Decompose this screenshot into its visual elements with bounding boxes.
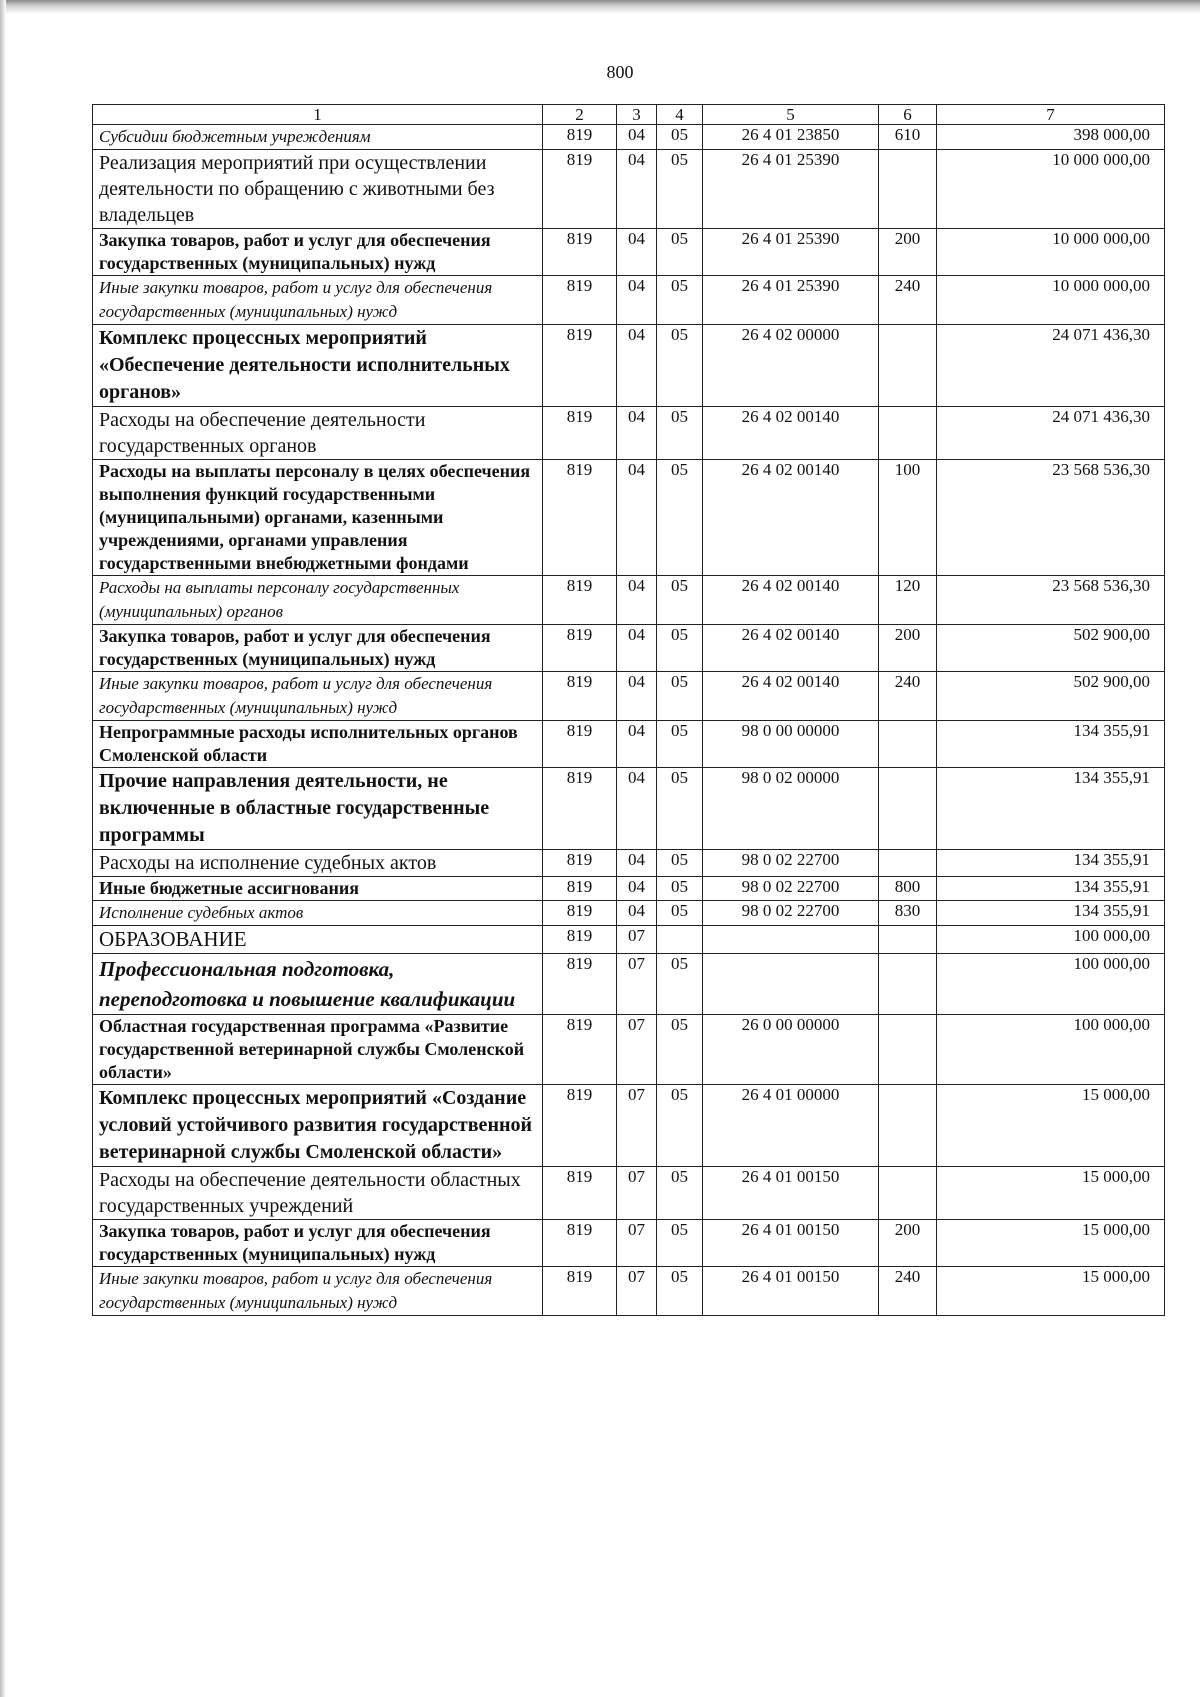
row-expense-type-cell: [879, 150, 937, 229]
row-target-article-cell: 98 0 02 22700: [703, 877, 879, 901]
row-subsection-code-cell: 05: [657, 460, 703, 576]
row-target-article-cell: 26 4 01 23850: [703, 125, 879, 150]
row-expense-type-cell: 200: [879, 229, 937, 276]
row-name-cell: Иные закупки товаров, работ и услуг для обеспечения государственных (муниципальных) нужд: [93, 1267, 543, 1316]
row-section-code-cell: 04: [617, 407, 657, 460]
row-expense-type-cell: [879, 1167, 937, 1220]
row-section-code-cell: 04: [617, 150, 657, 229]
row-amount-cell: 398 000,00: [937, 125, 1165, 150]
row-ministry-code-cell: 819: [543, 1220, 617, 1267]
row-section-code-cell: 07: [617, 926, 657, 954]
row-ministry-code-cell: 819: [543, 721, 617, 768]
row-name-cell: Расходы на обеспечение деятельности областных государственных учреждений: [93, 1167, 543, 1220]
row-name-cell: ОБРАЗОВАНИЕ: [93, 926, 543, 954]
row-ministry-code-cell: 819: [543, 150, 617, 229]
table-row: [93, 768, 1165, 850]
table-row: [93, 954, 1165, 1015]
row-ministry-code-cell: 819: [543, 850, 617, 877]
row-ministry-code-cell: 819: [543, 768, 617, 850]
header-cell-1: 1: [93, 105, 543, 125]
header-cell-4: 4: [657, 105, 703, 125]
row-subsection-code-cell: 05: [657, 276, 703, 325]
row-name-cell: Иные закупки товаров, работ и услуг для обеспечения государственных (муниципальных) нужд: [93, 276, 543, 325]
row-section-code-cell: 04: [617, 672, 657, 721]
row-amount-cell: 134 355,91: [937, 877, 1165, 901]
row-amount-cell: 23 568 536,30: [937, 576, 1165, 625]
row-expense-type-cell: 240: [879, 276, 937, 325]
row-expense-type-cell: 830: [879, 901, 937, 926]
row-name-cell: Субсидии бюджетным учреждениям: [93, 125, 543, 150]
row-expense-type-cell: 200: [879, 1220, 937, 1267]
row-name-cell: Профессиональная подготовка, переподготовка и повышение квалификации: [93, 954, 543, 1015]
row-amount-cell: 100 000,00: [937, 954, 1165, 1015]
row-ministry-code-cell: 819: [543, 926, 617, 954]
row-expense-type-cell: [879, 1015, 937, 1085]
row-subsection-code-cell: 05: [657, 1220, 703, 1267]
row-ministry-code-cell: 819: [543, 1085, 617, 1167]
row-amount-cell: 100 000,00: [937, 1015, 1165, 1085]
row-name-cell: Закупка товаров, работ и услуг для обеспечения государственных (муниципальных) нужд: [93, 229, 543, 276]
table-row: [93, 325, 1165, 407]
row-ministry-code-cell: 819: [543, 954, 617, 1015]
header-cell-2: 2: [543, 105, 617, 125]
row-ministry-code-cell: 819: [543, 325, 617, 407]
row-ministry-code-cell: 819: [543, 1167, 617, 1220]
table-row: [93, 1167, 1165, 1220]
row-section-code-cell: 04: [617, 576, 657, 625]
table-header-row: [93, 105, 1165, 125]
row-section-code-cell: 07: [617, 1085, 657, 1167]
row-amount-cell: 15 000,00: [937, 1220, 1165, 1267]
row-target-article-cell: 26 4 02 00140: [703, 407, 879, 460]
row-section-code-cell: 07: [617, 1015, 657, 1085]
row-expense-type-cell: 240: [879, 672, 937, 721]
row-section-code-cell: 04: [617, 229, 657, 276]
row-target-article-cell: 26 4 02 00140: [703, 576, 879, 625]
table-row: [93, 150, 1165, 229]
header-cell-6: 6: [879, 105, 937, 125]
row-section-code-cell: 04: [617, 276, 657, 325]
row-ministry-code-cell: 819: [543, 229, 617, 276]
row-amount-cell: 134 355,91: [937, 768, 1165, 850]
row-target-article-cell: 98 0 02 22700: [703, 850, 879, 877]
row-subsection-code-cell: 05: [657, 850, 703, 877]
row-target-article-cell: [703, 926, 879, 954]
row-name-cell: Расходы на исполнение судебных актов: [93, 850, 543, 877]
table-row: [93, 1015, 1165, 1085]
table-row: [93, 1220, 1165, 1267]
row-expense-type-cell: [879, 325, 937, 407]
row-section-code-cell: 04: [617, 901, 657, 926]
row-expense-type-cell: [879, 926, 937, 954]
row-target-article-cell: 26 4 01 00150: [703, 1267, 879, 1316]
row-target-article-cell: 26 4 01 00000: [703, 1085, 879, 1167]
row-expense-type-cell: 120: [879, 576, 937, 625]
row-ministry-code-cell: 819: [543, 1015, 617, 1085]
table-row: [93, 576, 1165, 625]
table-row: [93, 877, 1165, 901]
row-amount-cell: 15 000,00: [937, 1167, 1165, 1220]
table-row: [93, 850, 1165, 877]
row-subsection-code-cell: 05: [657, 576, 703, 625]
row-target-article-cell: [703, 954, 879, 1015]
row-expense-type-cell: 100: [879, 460, 937, 576]
table-row: [93, 125, 1165, 150]
row-section-code-cell: 04: [617, 721, 657, 768]
row-name-cell: Комплекс процессных мероприятий «Обеспечение деятельности исполнительных органов»: [93, 325, 543, 407]
row-expense-type-cell: [879, 407, 937, 460]
row-name-cell: Прочие направления деятельности, не включенные в областные государственные программы: [93, 768, 543, 850]
row-section-code-cell: 04: [617, 768, 657, 850]
row-target-article-cell: 26 4 01 00150: [703, 1167, 879, 1220]
row-section-code-cell: 04: [617, 850, 657, 877]
row-target-article-cell: 26 4 01 25390: [703, 229, 879, 276]
row-expense-type-cell: 610: [879, 125, 937, 150]
table-row: [93, 625, 1165, 672]
row-ministry-code-cell: 819: [543, 877, 617, 901]
row-ministry-code-cell: 819: [543, 407, 617, 460]
row-name-cell: Расходы на обеспечение деятельности государственных органов: [93, 407, 543, 460]
row-subsection-code-cell: 05: [657, 125, 703, 150]
table-row: [93, 721, 1165, 768]
row-target-article-cell: 26 4 01 25390: [703, 276, 879, 325]
row-amount-cell: 100 000,00: [937, 926, 1165, 954]
row-name-cell: Расходы на выплаты персоналу в целях обеспечения выполнения функций государственными (муниципальными) органами, казенными учреждениями, органами управления государственными внебюджетными фондами: [93, 460, 543, 576]
row-name-cell: Областная государственная программа «Развитие государственной ветеринарной службы Смоленской области»: [93, 1015, 543, 1085]
row-ministry-code-cell: 819: [543, 672, 617, 721]
header-cell-7: 7: [937, 105, 1165, 125]
row-expense-type-cell: 800: [879, 877, 937, 901]
row-subsection-code-cell: 05: [657, 768, 703, 850]
row-amount-cell: 502 900,00: [937, 625, 1165, 672]
table-row: [93, 407, 1165, 460]
row-name-cell: Расходы на выплаты персоналу государственных (муниципальных) органов: [93, 576, 543, 625]
row-name-cell: Комплекс процессных мероприятий «Создание условий устойчивого развития государственной ветеринарной службы Смоленской области»: [93, 1085, 543, 1167]
row-amount-cell: 10 000 000,00: [937, 229, 1165, 276]
row-section-code-cell: 07: [617, 954, 657, 1015]
row-ministry-code-cell: 819: [543, 625, 617, 672]
row-name-cell: Закупка товаров, работ и услуг для обеспечения государственных (муниципальных) нужд: [93, 625, 543, 672]
row-section-code-cell: 04: [617, 625, 657, 672]
row-expense-type-cell: 240: [879, 1267, 937, 1316]
table-row: [93, 926, 1165, 954]
table-row: [93, 672, 1165, 721]
row-subsection-code-cell: 05: [657, 721, 703, 768]
row-subsection-code-cell: 05: [657, 1085, 703, 1167]
row-amount-cell: 24 071 436,30: [937, 325, 1165, 407]
row-name-cell: Закупка товаров, работ и услуг для обеспечения государственных (муниципальных) нужд: [93, 1220, 543, 1267]
row-ministry-code-cell: 819: [543, 576, 617, 625]
row-target-article-cell: 26 4 02 00140: [703, 460, 879, 576]
row-section-code-cell: 04: [617, 877, 657, 901]
row-amount-cell: 23 568 536,30: [937, 460, 1165, 576]
header-cell-5: 5: [703, 105, 879, 125]
row-expense-type-cell: [879, 850, 937, 877]
row-amount-cell: 502 900,00: [937, 672, 1165, 721]
table-row: [93, 901, 1165, 926]
row-expense-type-cell: [879, 721, 937, 768]
row-subsection-code-cell: 05: [657, 877, 703, 901]
row-name-cell: Непрограммные расходы исполнительных органов Смоленской области: [93, 721, 543, 768]
row-ministry-code-cell: 819: [543, 460, 617, 576]
row-target-article-cell: 98 0 02 00000: [703, 768, 879, 850]
row-section-code-cell: 04: [617, 460, 657, 576]
row-amount-cell: 15 000,00: [937, 1085, 1165, 1167]
row-subsection-code-cell: 05: [657, 954, 703, 1015]
page-number: 800: [606, 62, 634, 82]
row-section-code-cell: 07: [617, 1267, 657, 1316]
row-ministry-code-cell: 819: [543, 276, 617, 325]
row-section-code-cell: 07: [617, 1167, 657, 1220]
header-cell-3: 3: [617, 105, 657, 125]
row-target-article-cell: 26 0 00 00000: [703, 1015, 879, 1085]
row-expense-type-cell: [879, 954, 937, 1015]
row-target-article-cell: 26 4 01 25390: [703, 150, 879, 229]
row-subsection-code-cell: 05: [657, 407, 703, 460]
table-row: [93, 229, 1165, 276]
row-name-cell: Иные закупки товаров, работ и услуг для обеспечения государственных (муниципальных) нужд: [93, 672, 543, 721]
row-target-article-cell: 98 0 00 00000: [703, 721, 879, 768]
row-subsection-code-cell: 05: [657, 325, 703, 407]
row-subsection-code-cell: 05: [657, 672, 703, 721]
row-section-code-cell: 04: [617, 125, 657, 150]
row-subsection-code-cell: 05: [657, 1267, 703, 1316]
budget-table: [92, 104, 1165, 1316]
row-expense-type-cell: [879, 1085, 937, 1167]
row-expense-type-cell: [879, 768, 937, 850]
row-amount-cell: 15 000,00: [937, 1267, 1165, 1316]
row-amount-cell: 134 355,91: [937, 901, 1165, 926]
row-subsection-code-cell: 05: [657, 229, 703, 276]
row-amount-cell: 134 355,91: [937, 850, 1165, 877]
row-target-article-cell: 26 4 01 00150: [703, 1220, 879, 1267]
row-subsection-code-cell: 05: [657, 150, 703, 229]
row-subsection-code-cell: [657, 926, 703, 954]
row-name-cell: Иные бюджетные ассигнования: [93, 877, 543, 901]
row-target-article-cell: 26 4 02 00000: [703, 325, 879, 407]
table-row: [93, 1267, 1165, 1316]
row-subsection-code-cell: 05: [657, 1015, 703, 1085]
table-row: [93, 1085, 1165, 1167]
row-subsection-code-cell: 05: [657, 1167, 703, 1220]
row-target-article-cell: 98 0 02 22700: [703, 901, 879, 926]
row-target-article-cell: 26 4 02 00140: [703, 672, 879, 721]
row-name-cell: Исполнение судебных актов: [93, 901, 543, 926]
scan-left-edge: [0, 0, 6, 1697]
row-target-article-cell: 26 4 02 00140: [703, 625, 879, 672]
row-section-code-cell: 07: [617, 1220, 657, 1267]
scan-top-edge: [0, 0, 1200, 14]
row-ministry-code-cell: 819: [543, 901, 617, 926]
row-section-code-cell: 04: [617, 325, 657, 407]
row-amount-cell: 10 000 000,00: [937, 150, 1165, 229]
row-expense-type-cell: 200: [879, 625, 937, 672]
row-subsection-code-cell: 05: [657, 901, 703, 926]
row-ministry-code-cell: 819: [543, 125, 617, 150]
row-subsection-code-cell: 05: [657, 625, 703, 672]
row-amount-cell: 10 000 000,00: [937, 276, 1165, 325]
table-row: [93, 276, 1165, 325]
table-body: [93, 105, 1165, 1316]
table-row: [93, 460, 1165, 576]
row-amount-cell: 24 071 436,30: [937, 407, 1165, 460]
row-ministry-code-cell: 819: [543, 1267, 617, 1316]
row-amount-cell: 134 355,91: [937, 721, 1165, 768]
row-name-cell: Реализация мероприятий при осуществлении деятельности по обращению с животными без владельцев: [93, 150, 543, 229]
